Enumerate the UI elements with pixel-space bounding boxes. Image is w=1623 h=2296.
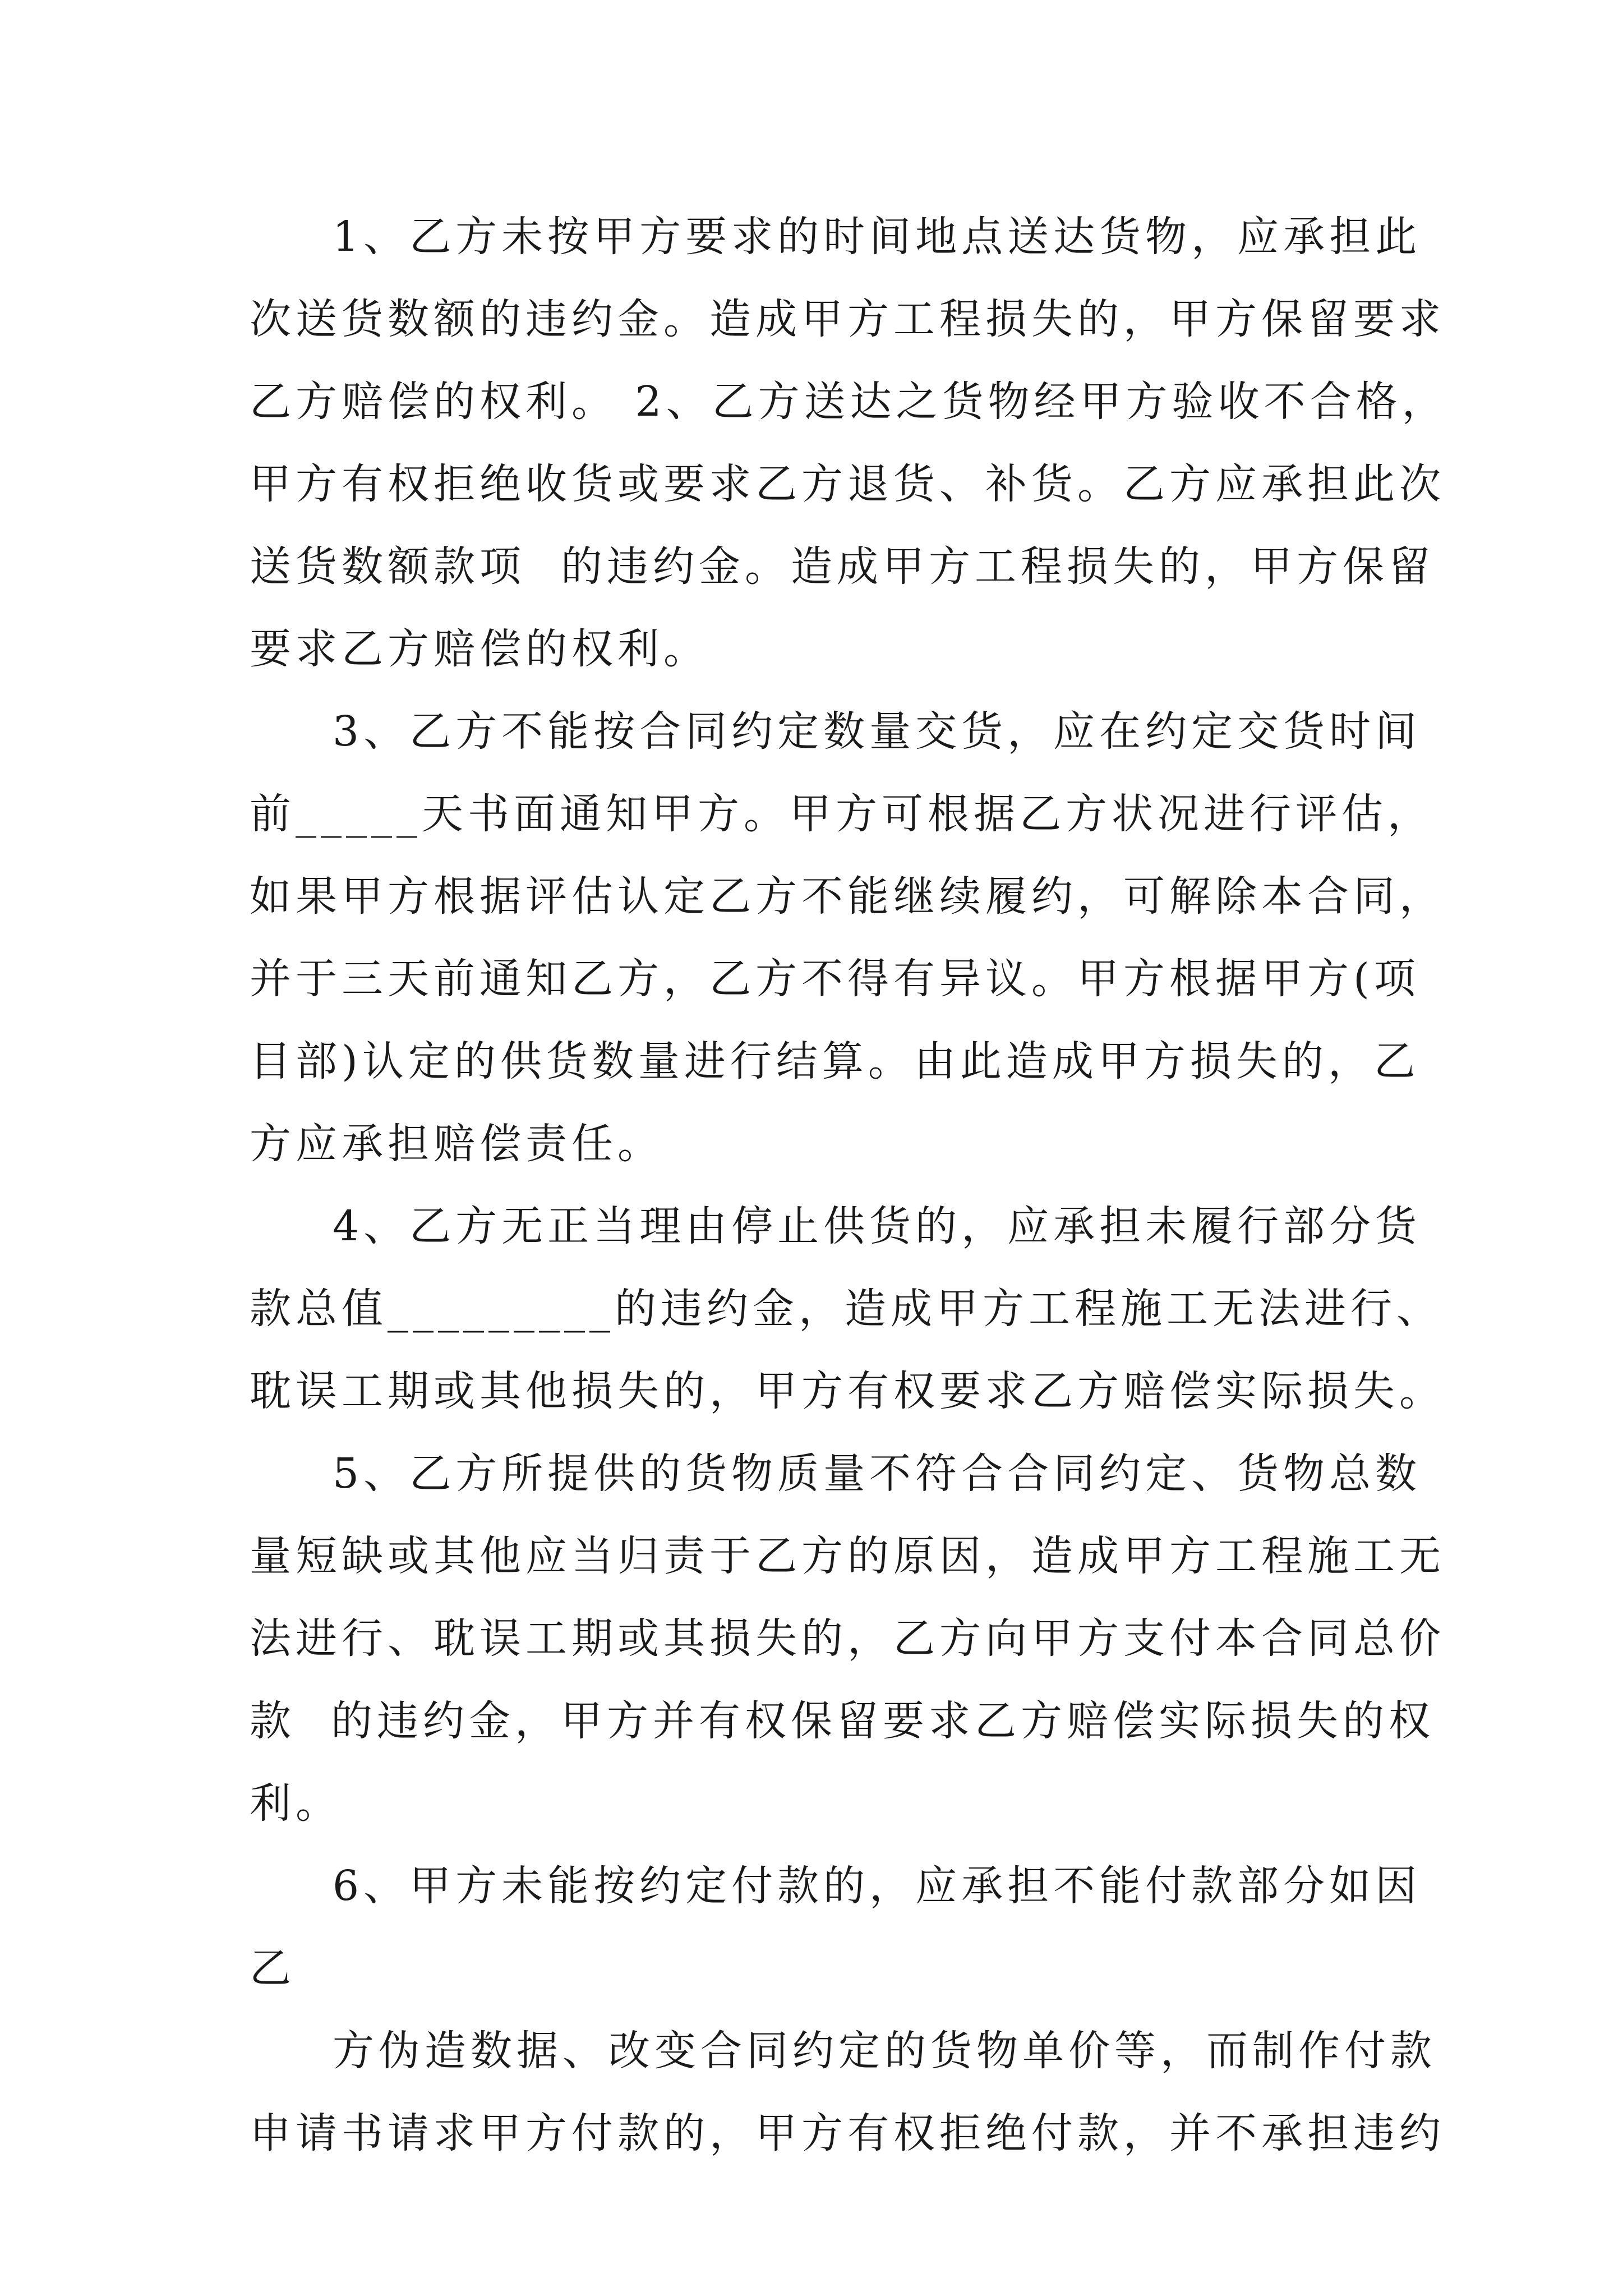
text-line: 乙	[250, 1944, 296, 1993]
text-line: 甲方有权拒绝收货或要求乙方退货、补货。乙方应承担此次	[250, 460, 1445, 508]
text-line: 5、乙方所提供的货物质量不符合合同约定、货物总数	[333, 1450, 1422, 1498]
text-line: 款总值_________的违约金，造成甲方工程施工无法进行、	[250, 1285, 1442, 1333]
text-line: 款 的违约金，甲方并有权保留要求乙方赔偿实际损失的权	[250, 1697, 1435, 1745]
text-line: 并于三天前通知乙方，乙方不得有异议。甲方根据甲方(项	[250, 955, 1420, 1003]
text-line: 申请书请求甲方付款的，甲方有权拒绝付款，并不承担违约	[250, 2109, 1445, 2157]
text-line: 方应承担赔偿责任。	[250, 1120, 663, 1168]
text-line: 前_____天书面通知甲方。甲方可根据乙方状况进行评估，	[250, 790, 1433, 838]
text-line: 次送货数额的违约金。造成甲方工程损失的，甲方保留要求	[250, 295, 1445, 343]
text-line: 方伪造数据、改变合同约定的货物单价等，而制作付款	[333, 2027, 1436, 2075]
text-line: 如果甲方根据评估认定乙方不能继续履约，可解除本合同，	[250, 872, 1445, 921]
text-line: 法进行、耽误工期或其损失的，乙方向甲方支付本合同总价	[250, 1614, 1445, 1663]
text-line: 量短缺或其他应当归责于乙方的原因，造成甲方工程施工无	[250, 1532, 1445, 1580]
text-line: 耽误工期或其他损失的，甲方有权要求乙方赔偿实际损失。	[250, 1367, 1445, 1415]
text-line: 乙方赔偿的权利。 2、乙方送达之货物经甲方验收不合格，	[250, 378, 1448, 426]
text-line: 3、乙方不能按合同约定数量交货，应在约定交货时间	[333, 707, 1422, 756]
text-line: 要求乙方赔偿的权利。	[250, 625, 709, 673]
text-line: 1、乙方未按甲方要求的时间地点送达货物，应承担此	[333, 213, 1422, 261]
text-line: 目部)认定的供货数量进行结算。由此造成甲方损失的，乙	[250, 1037, 1420, 1085]
text-line: 利。	[250, 1779, 342, 1828]
text-line: 4、乙方无正当理由停止供货的，应承担未履行部分货	[333, 1202, 1422, 1250]
text-line: 送货数额款项 的违约金。造成甲方工程损失的，甲方保留	[250, 542, 1435, 591]
text-line: 6、甲方未能按约定付款的，应承担不能付款部分如因	[333, 1862, 1422, 1910]
